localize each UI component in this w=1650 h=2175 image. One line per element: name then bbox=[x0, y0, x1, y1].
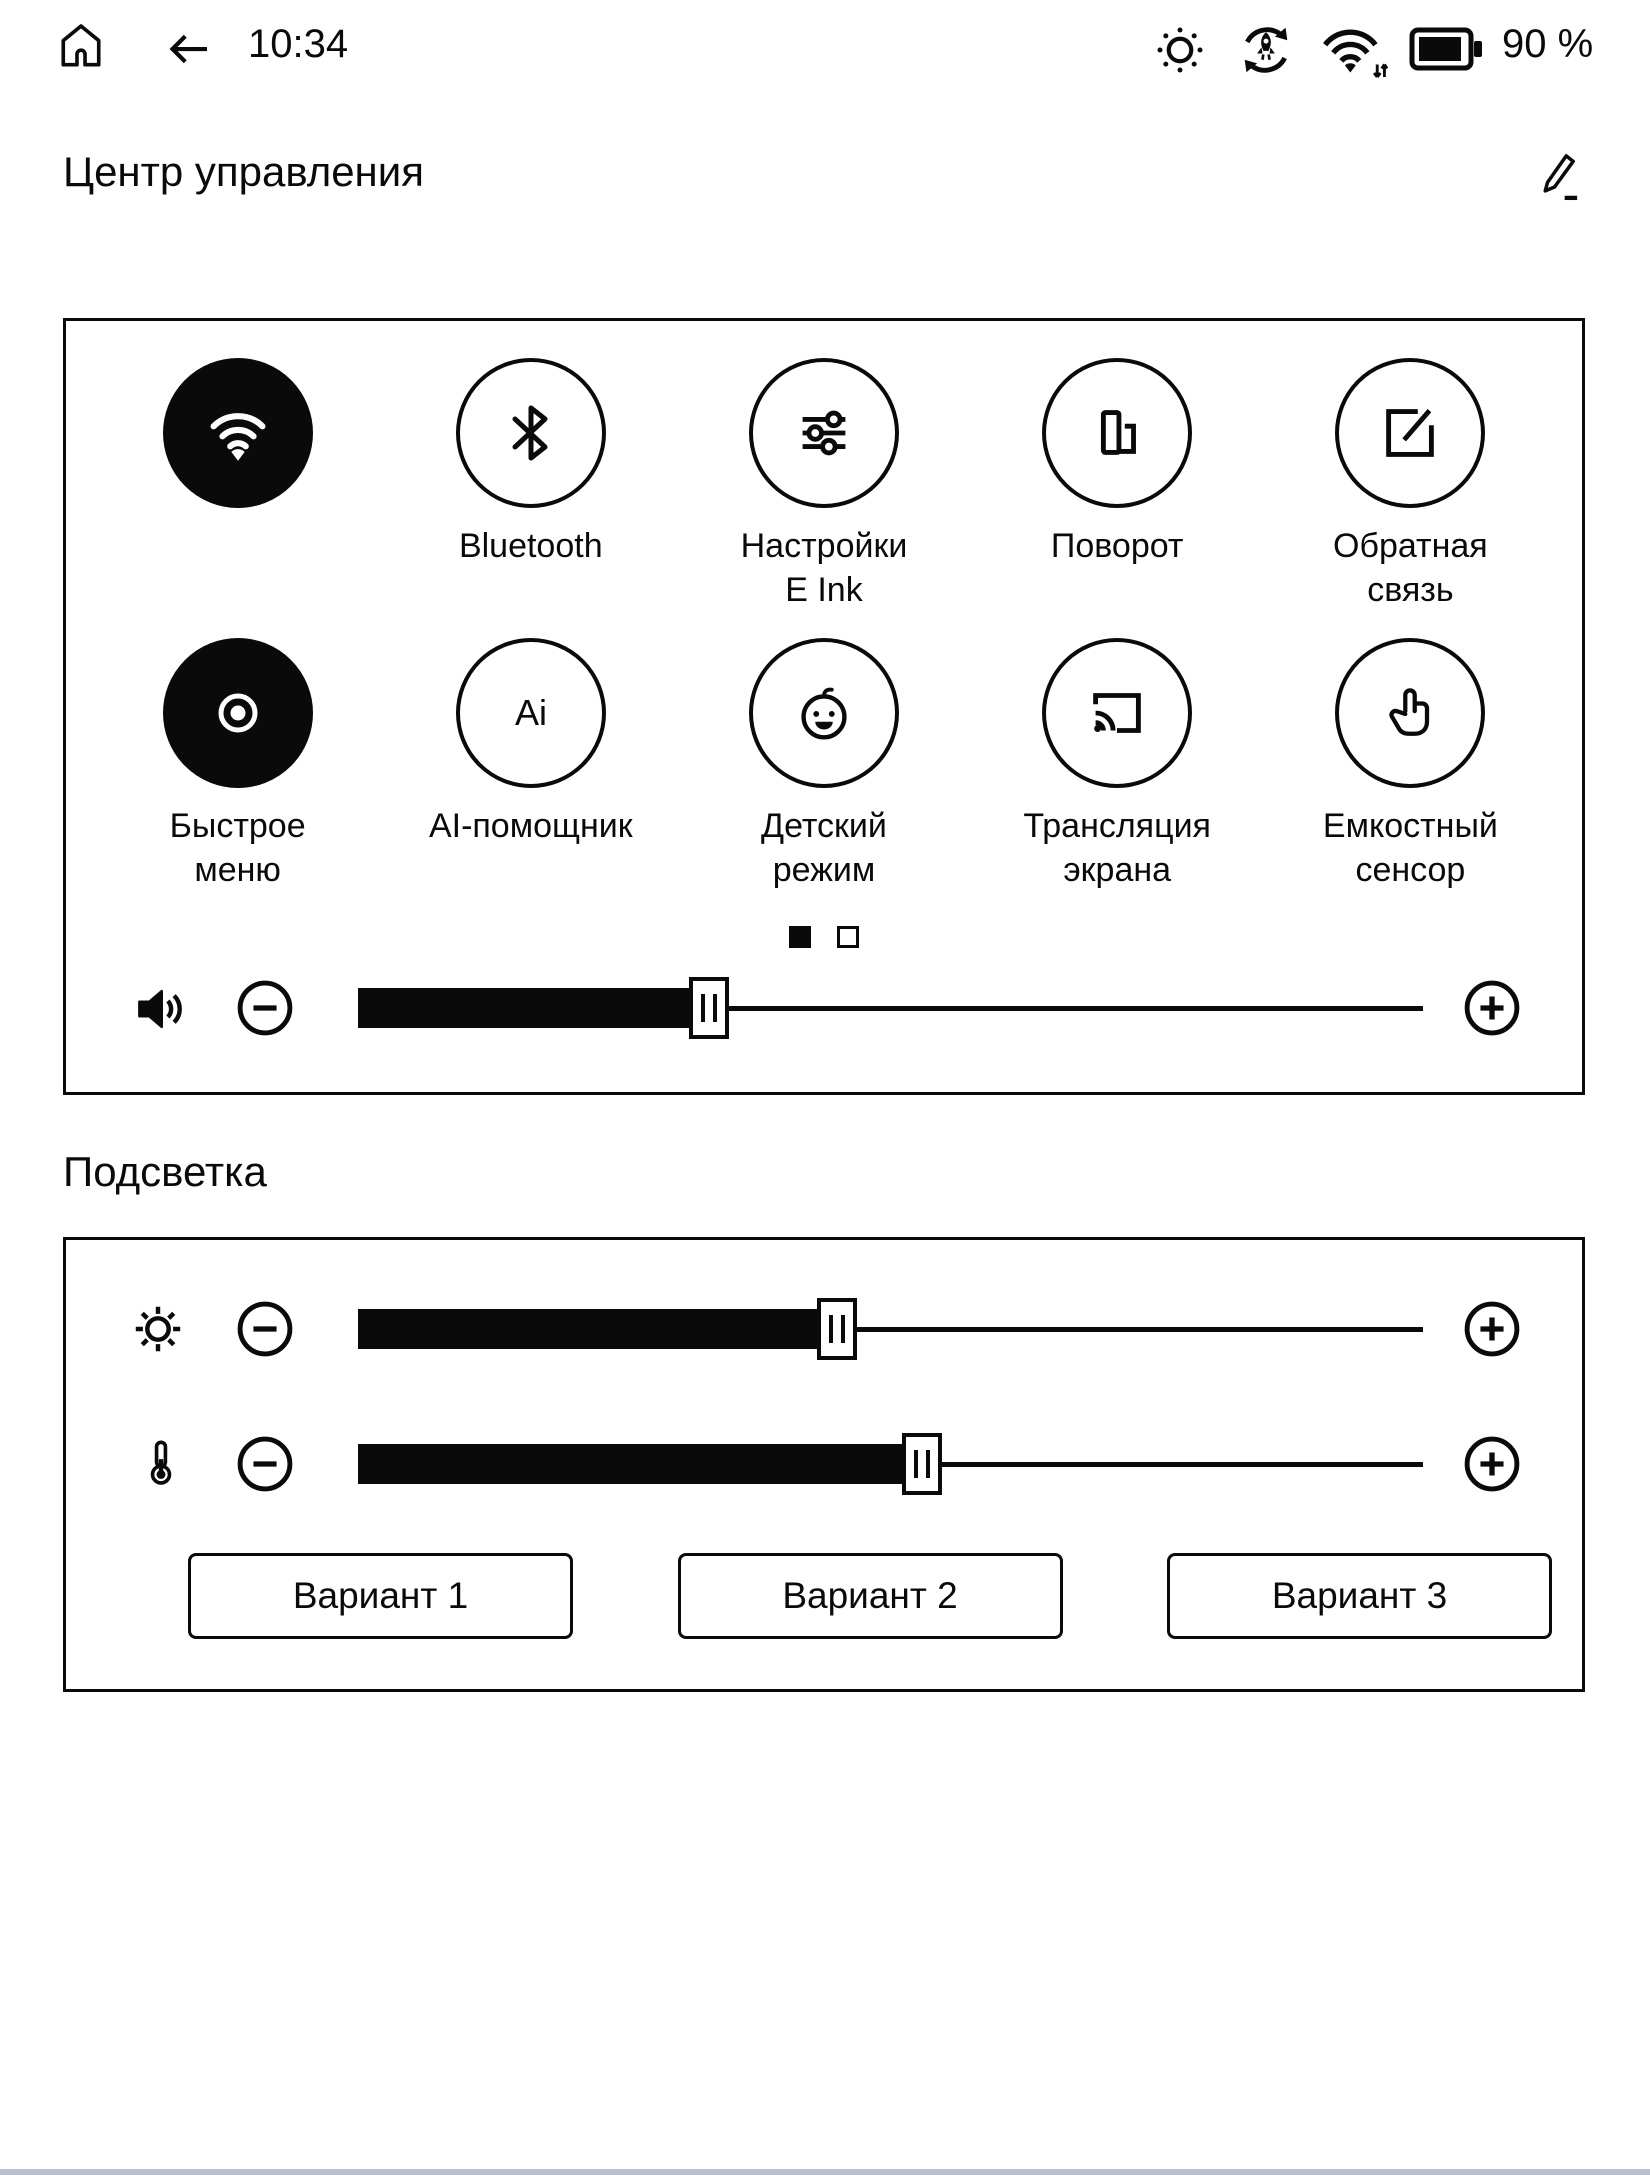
toggle-label: Быстрое меню bbox=[169, 807, 306, 889]
slider-fill bbox=[358, 1444, 922, 1484]
page-dot[interactable] bbox=[789, 926, 811, 948]
toggle-label: Поворот bbox=[1050, 527, 1184, 565]
volume-slider-handle[interactable] bbox=[689, 977, 729, 1039]
toggle-rotation[interactable] bbox=[971, 358, 1264, 612]
brightness-minus-button[interactable] bbox=[233, 1297, 297, 1361]
quick-settings-panel bbox=[63, 318, 1585, 1095]
page-indicator bbox=[789, 926, 859, 948]
thermometer-icon bbox=[132, 1432, 190, 1496]
record-icon bbox=[163, 638, 313, 788]
cast-icon bbox=[1042, 638, 1192, 788]
toggle-label: Обратная связь bbox=[1333, 527, 1488, 609]
touch-icon bbox=[1335, 638, 1485, 788]
wifi-icon bbox=[163, 358, 313, 508]
backlight-panel bbox=[63, 1237, 1585, 1692]
warmth-slider[interactable] bbox=[358, 1432, 1423, 1496]
toggle-capacitive-touch[interactable] bbox=[1264, 638, 1557, 892]
baby-icon bbox=[749, 638, 899, 788]
ai-icon bbox=[456, 638, 606, 788]
speaker-icon bbox=[126, 977, 192, 1041]
toggle-label bbox=[140, 524, 335, 612]
battery-percent: 90 % bbox=[1502, 22, 1594, 66]
toggle-wifi[interactable] bbox=[91, 358, 384, 612]
bluetooth-icon bbox=[456, 358, 606, 508]
battery-icon bbox=[1408, 24, 1486, 74]
slider-fill bbox=[358, 1309, 837, 1349]
rocket-sync-icon bbox=[1234, 18, 1298, 82]
toggle-kids-mode[interactable] bbox=[677, 638, 970, 892]
screen-bottom-edge bbox=[0, 2169, 1650, 2175]
volume-plus-button[interactable] bbox=[1460, 976, 1524, 1040]
toggle-feedback[interactable] bbox=[1264, 358, 1557, 612]
backlight-heading: Подсветка bbox=[63, 1148, 267, 1195]
toggle-label: Настройки E Ink bbox=[740, 527, 908, 609]
clock: 10:34 bbox=[248, 22, 349, 66]
backlight-presets bbox=[188, 1553, 1552, 1639]
warmth-minus-button[interactable] bbox=[233, 1432, 297, 1496]
warmth-plus-button[interactable] bbox=[1460, 1432, 1524, 1496]
volume-slider[interactable] bbox=[358, 976, 1423, 1040]
page-title: Центр управления bbox=[63, 148, 424, 195]
toggle-label: AI-помощник bbox=[428, 807, 633, 845]
toggle-ai-assistant[interactable] bbox=[384, 638, 677, 892]
preset-button-2[interactable]: Вариант 2 bbox=[678, 1553, 1063, 1639]
wifi-status-icon bbox=[1318, 22, 1388, 80]
preset-button-1[interactable]: Вариант 1 bbox=[188, 1553, 573, 1639]
back-arrow-icon[interactable] bbox=[162, 24, 216, 74]
toggle-label: Емкостный сенсор bbox=[1322, 807, 1498, 889]
toggle-label: Детский режим bbox=[761, 807, 887, 889]
brightness-status-icon bbox=[1150, 20, 1210, 80]
toggle-quick-menu[interactable] bbox=[91, 638, 384, 892]
slider-fill bbox=[358, 988, 709, 1028]
brightness-plus-button[interactable] bbox=[1460, 1297, 1524, 1361]
brightness-slider-handle[interactable] bbox=[817, 1298, 857, 1360]
warmth-slider-handle[interactable] bbox=[902, 1433, 942, 1495]
brightness-slider[interactable] bbox=[358, 1297, 1423, 1361]
toggle-eink-settings[interactable] bbox=[677, 358, 970, 612]
volume-minus-button[interactable] bbox=[233, 976, 297, 1040]
eink-settings-icon bbox=[749, 358, 899, 508]
svg-text:Ai: Ai bbox=[514, 692, 547, 733]
status-bar bbox=[0, 0, 1650, 90]
page-dot[interactable] bbox=[837, 926, 859, 948]
feedback-icon bbox=[1335, 358, 1485, 508]
home-icon[interactable] bbox=[52, 18, 110, 76]
sun-icon bbox=[126, 1297, 190, 1361]
toggle-bluetooth[interactable] bbox=[384, 358, 677, 612]
toggle-label: Bluetooth bbox=[458, 527, 603, 565]
pencil-icon[interactable] bbox=[1532, 142, 1588, 204]
preset-button-3[interactable]: Вариант 3 bbox=[1167, 1553, 1552, 1639]
toggle-grid bbox=[91, 358, 1557, 892]
toggle-screen-cast[interactable] bbox=[971, 638, 1264, 892]
rotate-icon bbox=[1042, 358, 1192, 508]
toggle-label: Трансляция экрана bbox=[1023, 807, 1211, 889]
